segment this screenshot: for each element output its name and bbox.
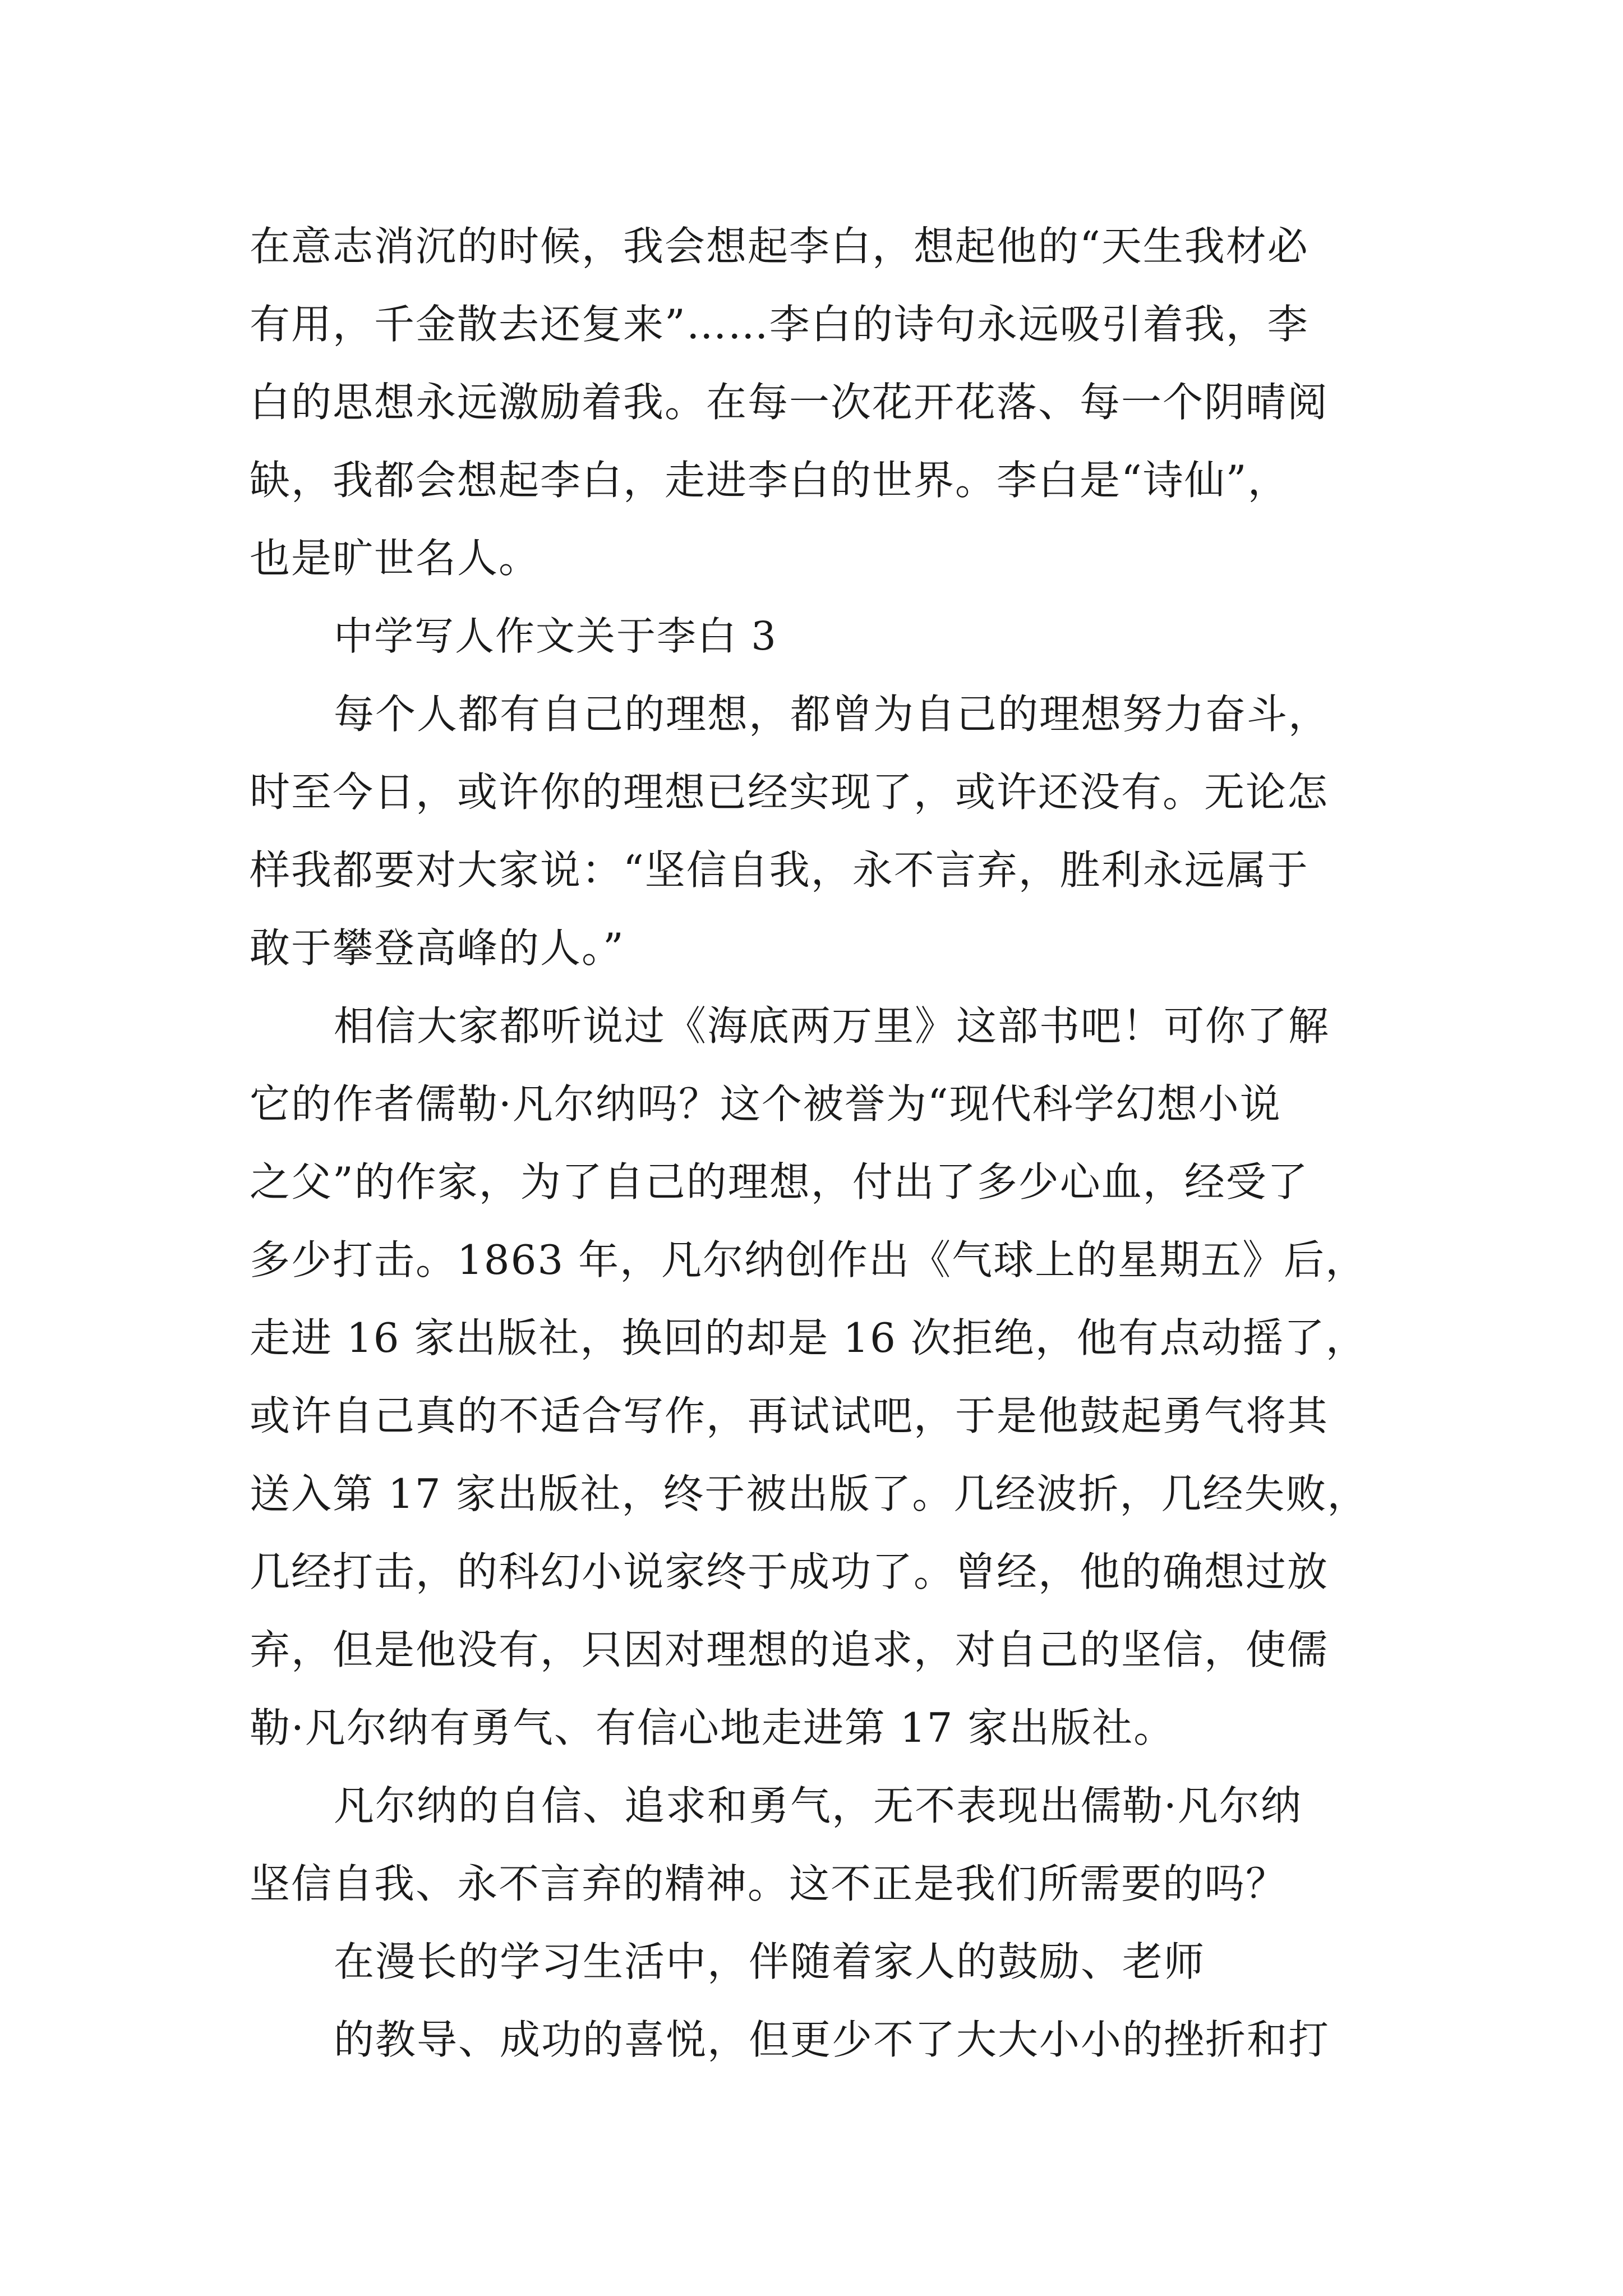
text-line: 样我都要对大家说：“坚信自我，永不言弃，胜利永远属于 [250, 846, 1309, 894]
text-line: 勒·凡尔纳有勇气、有信心地走进第 17 家出版社。 [250, 1704, 1175, 1751]
text-line: 有用，千金散去还复来”……李白的诗句永远吸引着我，李 [250, 301, 1309, 348]
text-line: 送入第 17 家出版社，终于被出版了。几经波折，几经失败， [250, 1470, 1369, 1517]
section-heading: 中学写人作文关于李白 3 [334, 613, 777, 659]
text-line: 在意志消沉的时候，我会想起李白，想起他的“天生我材必 [250, 223, 1309, 270]
text-line: 几经打击，的科幻小说家终于成功了。曾经，他的确想过放 [250, 1548, 1329, 1595]
text-line: 缺，我都会想起李白，走进李白的世界。李白是“诗仙”， [250, 457, 1289, 504]
text-line: 坚信自我、永不言弃的精神。这不正是我们所需要的吗？ [250, 1860, 1288, 1907]
text-line: 白的思想永远激励着我。在每一次花开花落、每一个阴晴阅 [250, 379, 1329, 426]
text-line: 也是旷世名人。 [250, 535, 541, 582]
text-line: 敢于攀登高峰的人。” [250, 924, 625, 972]
text-line: 多少打击。1863 年，凡尔纳创作出《气球上的星期五》后， [250, 1236, 1367, 1283]
text-line: 弃，但是他没有，只因对理想的追求，对自己的坚信，使儒 [250, 1626, 1329, 1673]
text-line: 凡尔纳的自信、追求和勇气，无不表现出儒勒·凡尔纳 [334, 1782, 1302, 1829]
text-line: 之父”的作家，为了自己的理想，付出了多少心血，经受了 [250, 1158, 1309, 1205]
text-line: 它的作者儒勒·凡尔纳吗？这个被誉为“现代科学幻想小说 [250, 1080, 1281, 1128]
text-line: 时至今日，或许你的理想已经实现了，或许还没有。无论怎 [250, 769, 1329, 816]
text-line: 相信大家都听说过《海底两万里》这部书吧！可你了解 [334, 1002, 1330, 1050]
text-line: 的教导、成功的喜悦，但更少不了大大小小的挫折和打 [334, 2016, 1330, 2063]
text-line: 或许自己真的不适合写作，再试试吧，于是他鼓起勇气将其 [250, 1392, 1329, 1439]
text-line: 每个人都有自己的理想，都曾为自己的理想努力奋斗， [334, 691, 1330, 738]
document-body [250, 208, 1394, 2079]
text-line: 在漫长的学习生活中，伴随着家人的鼓励、老师 [334, 1938, 1206, 1985]
text-line: 走进 16 家出版社，换回的却是 16 次拒绝，他有点动摇了， [250, 1314, 1367, 1361]
